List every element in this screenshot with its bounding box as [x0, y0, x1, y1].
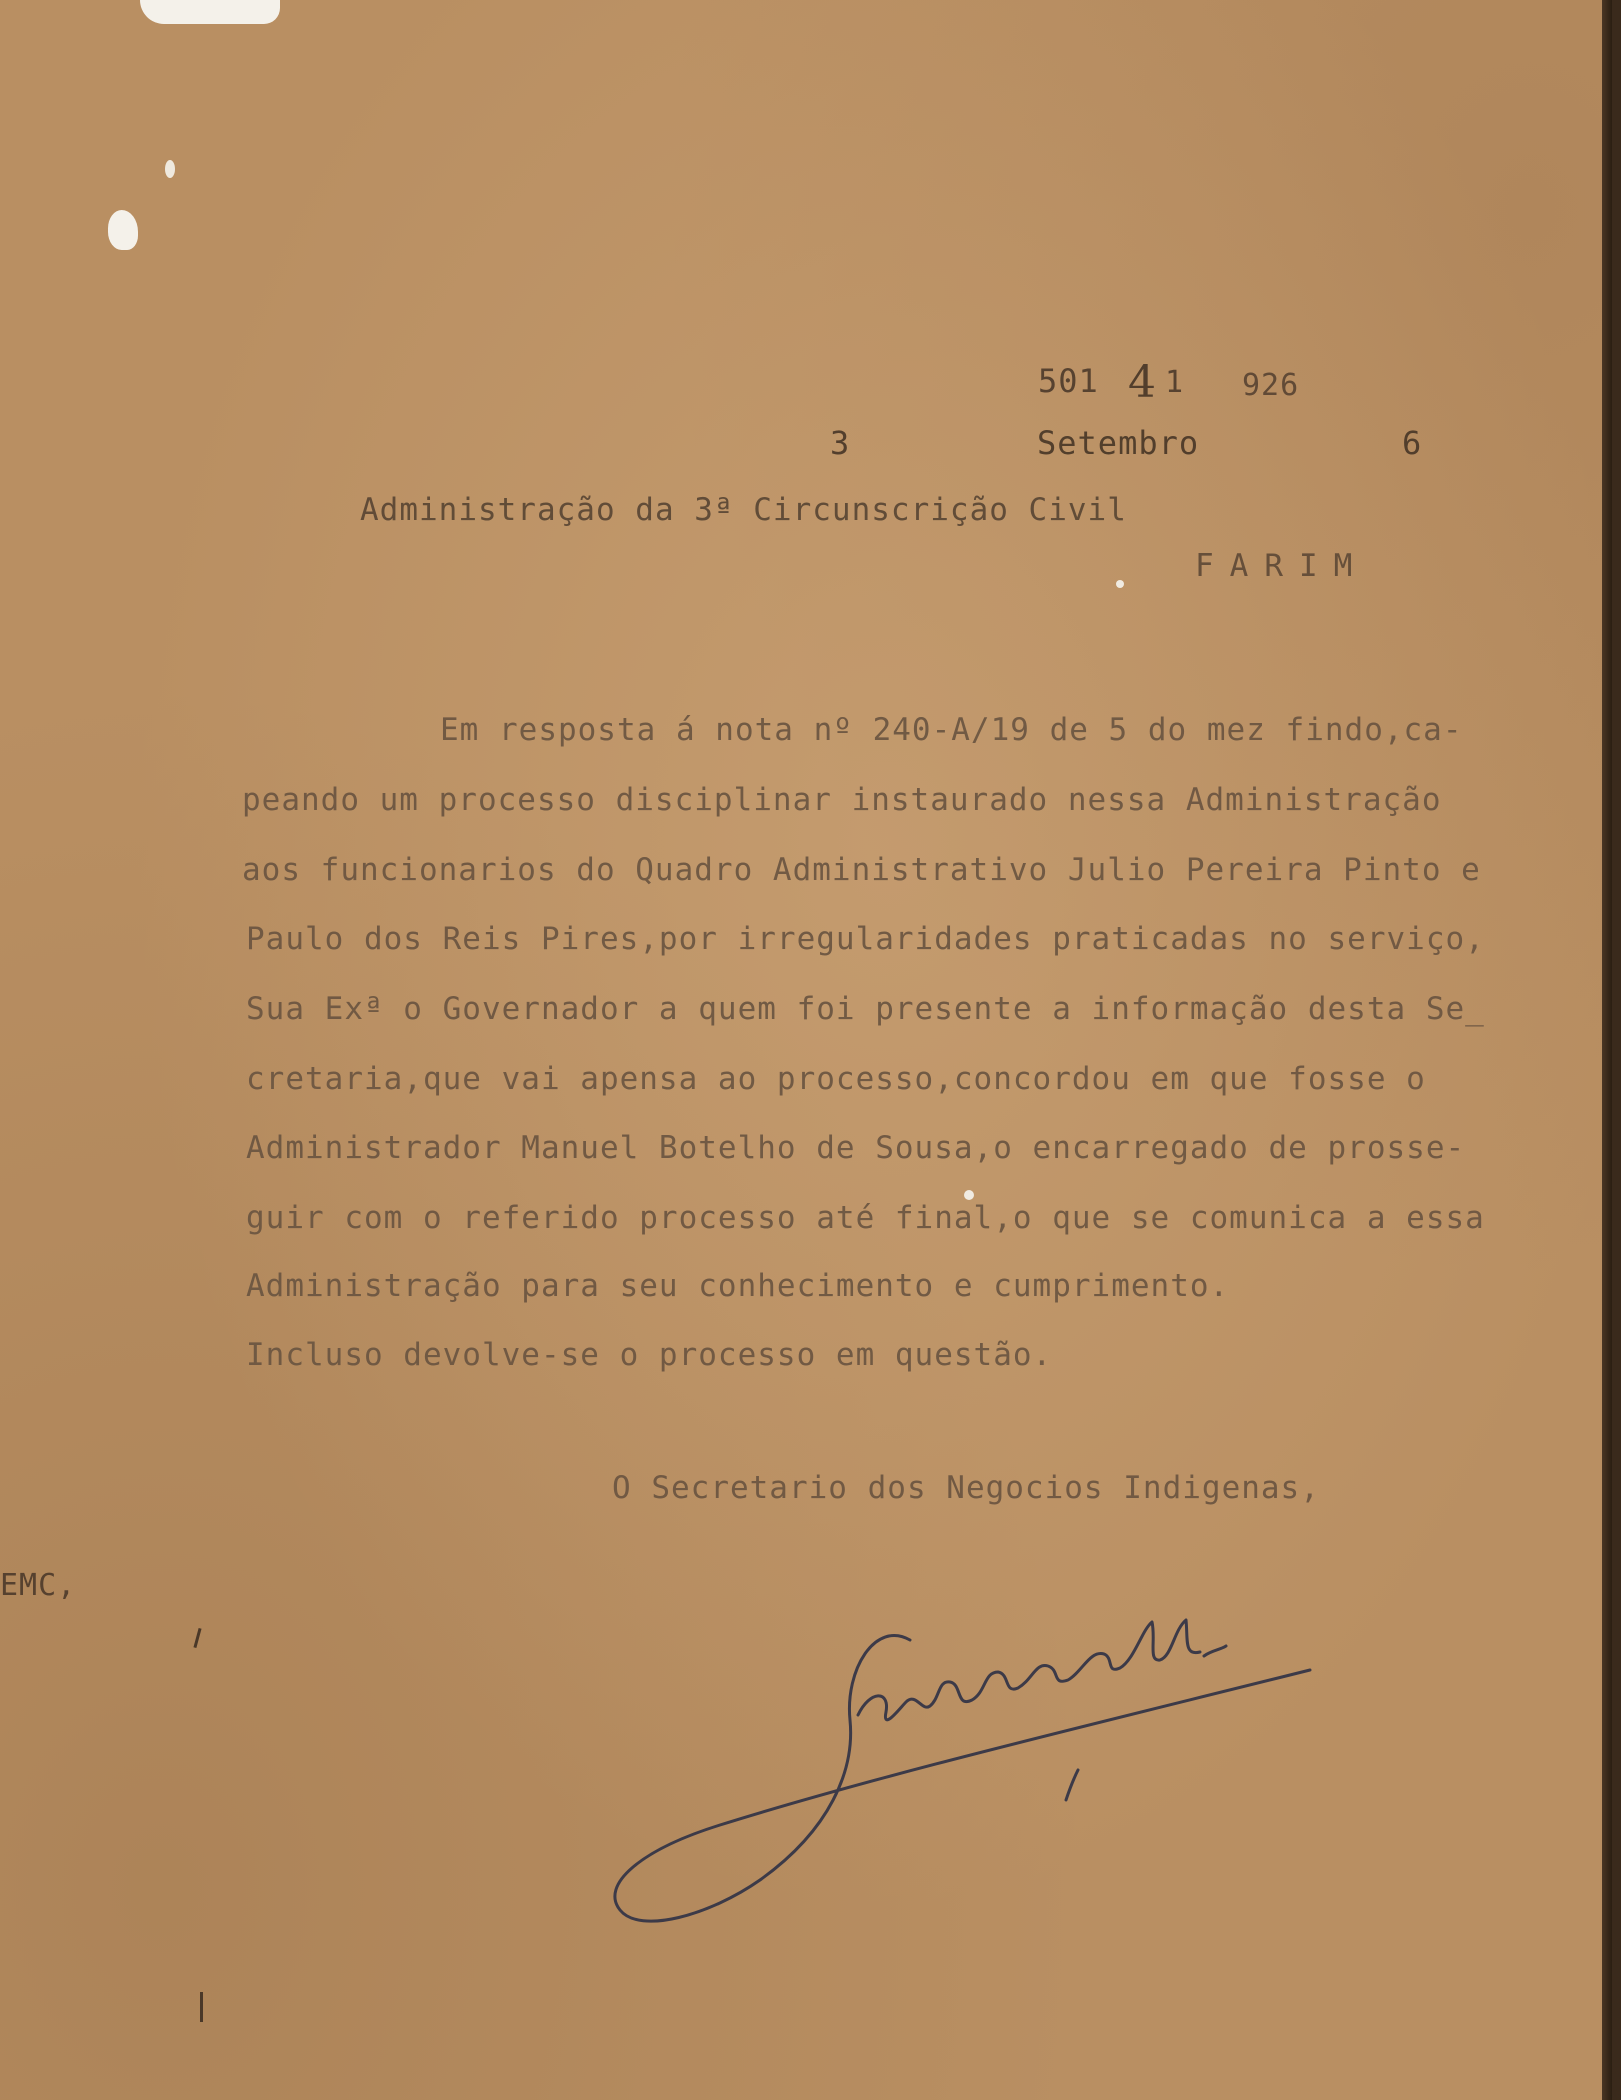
body-line: Administrador Manuel Botelho de Sousa,o encarregado de prosse- — [246, 1130, 1466, 1166]
body-line: peando um processo disciplinar instaurado nessa Administração — [242, 782, 1442, 818]
typist-initials: EMC, — [0, 1568, 77, 1603]
body-line: cretaria,que vai apensa ao processo,concordou em que fosse o — [246, 1061, 1426, 1097]
body-line: guir com o referido processo até final,o que se comunica a essa — [246, 1200, 1485, 1236]
reference-number-suffix: 1 — [1165, 365, 1185, 400]
date-extra: 6 — [1402, 424, 1423, 462]
ink-mark — [193, 1628, 201, 1648]
body-line: Incluso devolve-se o processo em questão. — [246, 1337, 1053, 1373]
body-line: aos funcionarios do Quadro Administrativo Julio Pereira Pinto e — [242, 852, 1481, 888]
paper-damage-small — [165, 160, 175, 178]
body-line: Paulo dos Reis Pires,por irregularidades praticadas no serviço, — [246, 921, 1485, 957]
body-line: Em resposta á nota nº 240-A/19 de 5 do mez findo,ca- — [440, 712, 1463, 748]
addressee-place: FARIM — [1195, 548, 1369, 584]
torn-corner — [140, 0, 280, 24]
ink-mark — [200, 1992, 203, 2022]
addressee-line: Administração da 3ª Circunscrição Civil — [360, 492, 1127, 528]
reference-number: 501 — [1038, 362, 1099, 400]
body-line: Administração para seu conhecimento e cumprimento. — [246, 1268, 1230, 1304]
date-day: 3 — [830, 424, 851, 462]
date-month: Setembro — [1037, 424, 1200, 462]
body-line: Sua Exª o Governador a quem foi presente a informação desta Se_ — [246, 991, 1485, 1027]
reference-year: 926 — [1242, 368, 1300, 403]
paper-speck — [964, 1190, 974, 1200]
reference-handwritten: 4 — [1128, 357, 1157, 408]
paper-damage — [108, 210, 138, 250]
signature-title: O Secretario dos Negocios Indigenas, — [612, 1470, 1320, 1506]
paper-speck — [1116, 580, 1124, 588]
handwritten-signature — [600, 1610, 1340, 1940]
page-edge-shadow — [1602, 0, 1612, 2100]
